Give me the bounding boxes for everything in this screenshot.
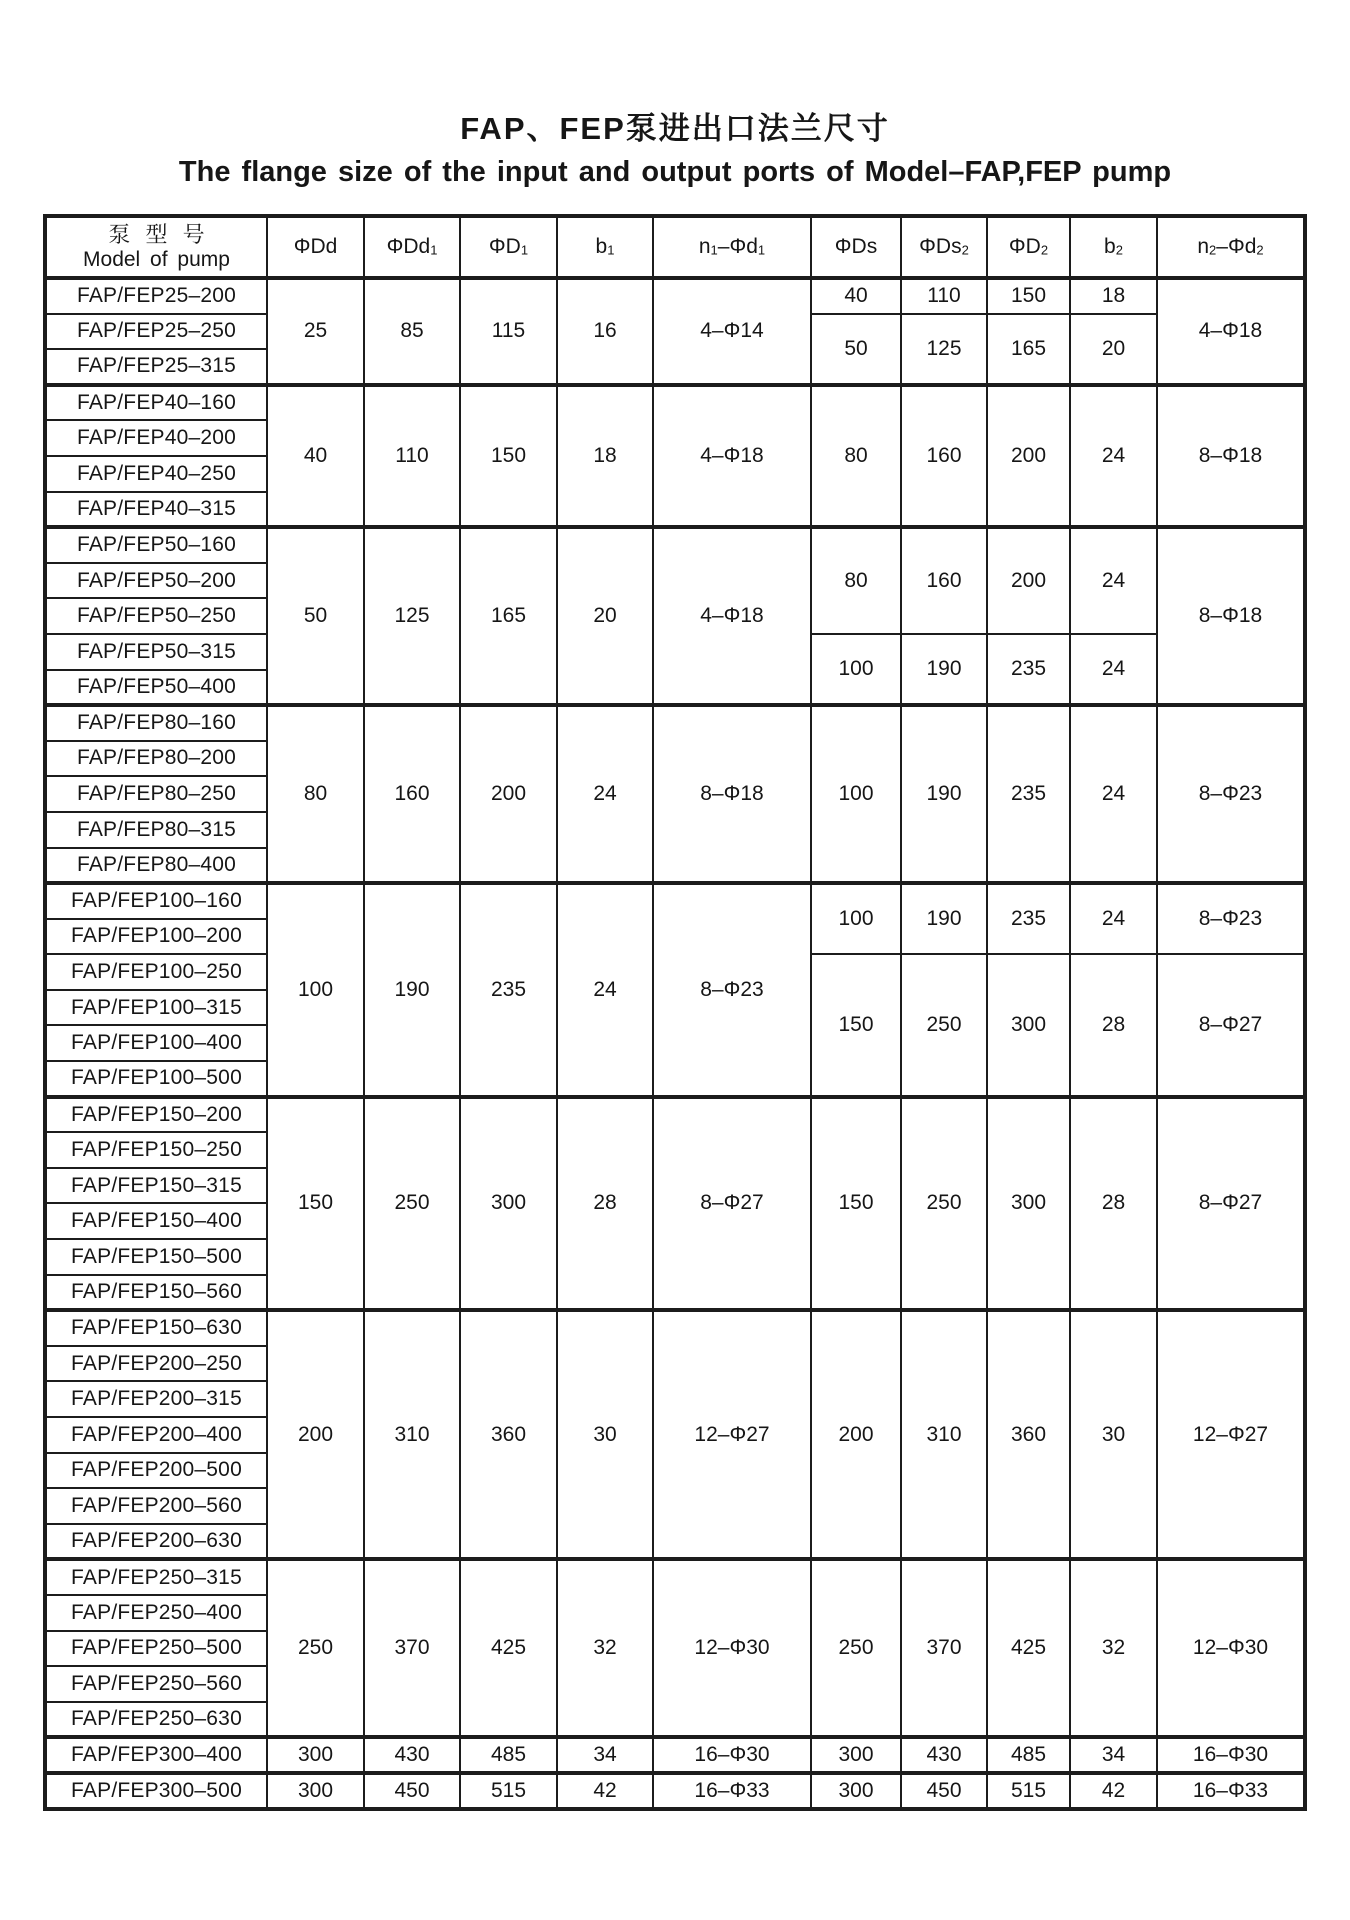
value-cell: 24 [1070, 705, 1157, 883]
model-cell: FAP/FEP150–250 [45, 1132, 267, 1168]
table-row [45, 385, 1305, 421]
value-cell: 235 [987, 883, 1070, 954]
header-col-dd: ΦDd [267, 216, 364, 278]
page-heading [0, 0, 1350, 192]
value-cell: 8–Φ27 [653, 1097, 811, 1311]
value-cell: 40 [267, 385, 364, 527]
page-title: FAP、FEP泵进出口法兰尺寸 [460, 111, 890, 146]
value-cell: 16–Φ33 [1157, 1773, 1305, 1809]
value-cell: 8–Φ27 [1157, 1097, 1305, 1311]
value-cell: 4–Φ14 [653, 278, 811, 385]
value-cell: 34 [1070, 1737, 1157, 1773]
value-cell: 150 [811, 954, 901, 1096]
table-row [45, 883, 1305, 919]
value-cell: 50 [811, 314, 901, 385]
model-cell: FAP/FEP150–400 [45, 1203, 267, 1239]
table-row [45, 278, 1305, 314]
value-cell: 24 [557, 883, 653, 1097]
value-cell: 40 [811, 278, 901, 314]
model-cell: FAP/FEP50–200 [45, 563, 267, 599]
value-cell: 20 [1070, 314, 1157, 385]
value-cell: 190 [901, 634, 987, 705]
model-cell: FAP/FEP25–200 [45, 278, 267, 314]
value-cell: 115 [460, 278, 557, 385]
header-col-d1: $\Phi D_1$ [460, 216, 557, 278]
value-cell: 16–Φ30 [1157, 1737, 1305, 1773]
table-row [45, 1097, 1305, 1133]
model-cell: FAP/FEP40–250 [45, 456, 267, 492]
value-cell: 24 [1070, 385, 1157, 527]
model-cell: FAP/FEP100–250 [45, 954, 267, 990]
value-cell: 150 [267, 1097, 364, 1311]
value-cell: 42 [1070, 1773, 1157, 1809]
model-cell: FAP/FEP80–250 [45, 776, 267, 812]
flange-size-table [43, 214, 1307, 1811]
value-cell: 110 [901, 278, 987, 314]
value-cell: 16–Φ30 [653, 1737, 811, 1773]
value-cell: 24 [1070, 634, 1157, 705]
value-cell: 24 [557, 705, 653, 883]
header-model-zh: 泵 型 号 [108, 222, 205, 247]
value-cell: 28 [557, 1097, 653, 1311]
value-cell: 300 [811, 1773, 901, 1809]
model-cell: FAP/FEP200–630 [45, 1524, 267, 1560]
value-cell: 85 [364, 278, 460, 385]
header-col-ds2: ΦDs$_2$ [901, 216, 987, 278]
value-cell: 310 [901, 1310, 987, 1559]
model-cell: FAP/FEP200–315 [45, 1381, 267, 1417]
value-cell: 80 [811, 527, 901, 634]
value-cell: 235 [987, 634, 1070, 705]
value-cell: 150 [460, 385, 557, 527]
value-cell: 485 [987, 1737, 1070, 1773]
value-cell: 24 [1070, 527, 1157, 634]
value-cell: 32 [1070, 1559, 1157, 1737]
table-row [45, 1737, 1305, 1773]
value-cell: 30 [1070, 1310, 1157, 1559]
table-row [45, 527, 1305, 563]
value-cell: 28 [1070, 954, 1157, 1096]
value-cell: 300 [987, 954, 1070, 1096]
value-cell: 515 [460, 1773, 557, 1809]
header-model-of-pump [45, 216, 267, 278]
header-col-b1: $b_1$ [557, 216, 653, 278]
model-cell: FAP/FEP50–400 [45, 670, 267, 706]
header-col-b2: $b_2$ [1070, 216, 1157, 278]
model-cell: FAP/FEP300–500 [45, 1773, 267, 1809]
value-cell: 190 [364, 883, 460, 1097]
value-cell: 235 [987, 705, 1070, 883]
header-col-ds: ΦDs [811, 216, 901, 278]
model-cell: FAP/FEP50–315 [45, 634, 267, 670]
value-cell: 24 [1070, 883, 1157, 954]
value-cell: 4–Φ18 [1157, 278, 1305, 385]
value-cell: 200 [267, 1310, 364, 1559]
value-cell: 190 [901, 883, 987, 954]
model-cell: FAP/FEP250–560 [45, 1666, 267, 1702]
value-cell: 370 [901, 1559, 987, 1737]
value-cell: 42 [557, 1773, 653, 1809]
value-cell: 430 [364, 1737, 460, 1773]
value-cell: 250 [364, 1097, 460, 1311]
value-cell: 150 [811, 1097, 901, 1311]
model-cell: FAP/FEP80–315 [45, 812, 267, 848]
value-cell: 300 [811, 1737, 901, 1773]
value-cell: 300 [267, 1737, 364, 1773]
model-cell: FAP/FEP100–160 [45, 883, 267, 919]
value-cell: 430 [901, 1737, 987, 1773]
value-cell: 165 [460, 527, 557, 705]
value-cell: 190 [901, 705, 987, 883]
value-cell: 28 [1070, 1097, 1157, 1311]
value-cell: 250 [901, 1097, 987, 1311]
value-cell: 8–Φ23 [1157, 705, 1305, 883]
model-cell: FAP/FEP300–400 [45, 1737, 267, 1773]
model-cell: FAP/FEP200–560 [45, 1488, 267, 1524]
value-cell: 8–Φ18 [653, 705, 811, 883]
value-cell: 235 [460, 883, 557, 1097]
value-cell: 100 [811, 705, 901, 883]
model-cell: FAP/FEP100–400 [45, 1025, 267, 1061]
value-cell: 12–Φ27 [1157, 1310, 1305, 1559]
model-cell: FAP/FEP40–160 [45, 385, 267, 421]
model-cell: FAP/FEP150–315 [45, 1168, 267, 1204]
value-cell: 160 [901, 385, 987, 527]
model-cell: FAP/FEP25–250 [45, 314, 267, 350]
value-cell: 200 [987, 527, 1070, 634]
value-cell: 8–Φ18 [1157, 385, 1305, 527]
header-col-n1d1: $n_1-\Phi d_1$ [653, 216, 811, 278]
value-cell: 110 [364, 385, 460, 527]
value-cell: 4–Φ18 [653, 527, 811, 705]
model-cell: FAP/FEP40–200 [45, 420, 267, 456]
model-cell: FAP/FEP200–250 [45, 1346, 267, 1382]
model-cell: FAP/FEP80–400 [45, 848, 267, 884]
value-cell: 8–Φ23 [653, 883, 811, 1097]
value-cell: 360 [987, 1310, 1070, 1559]
value-cell: 34 [557, 1737, 653, 1773]
header-col-dd1: ΦDd$_1$ [364, 216, 460, 278]
value-cell: 80 [267, 705, 364, 883]
value-cell: 485 [460, 1737, 557, 1773]
value-cell: 100 [811, 883, 901, 954]
model-cell: FAP/FEP150–200 [45, 1097, 267, 1133]
table-body [45, 278, 1305, 1809]
model-cell: FAP/FEP250–400 [45, 1595, 267, 1631]
table-row [45, 1559, 1305, 1595]
value-cell: 125 [901, 314, 987, 385]
value-cell: 300 [460, 1097, 557, 1311]
value-cell: 450 [901, 1773, 987, 1809]
model-cell: FAP/FEP250–500 [45, 1631, 267, 1667]
value-cell: 30 [557, 1310, 653, 1559]
header-col-d2: $\Phi D_2$ [987, 216, 1070, 278]
value-cell: 200 [811, 1310, 901, 1559]
value-cell: 32 [557, 1559, 653, 1737]
model-cell: FAP/FEP100–200 [45, 919, 267, 955]
value-cell: 25 [267, 278, 364, 385]
value-cell: 12–Φ30 [1157, 1559, 1305, 1737]
model-cell: FAP/FEP40–315 [45, 492, 267, 528]
model-cell: FAP/FEP50–160 [45, 527, 267, 563]
value-cell: 18 [557, 385, 653, 527]
value-cell: 18 [1070, 278, 1157, 314]
page-subtitle: The flange size of the input and output ports of Model–FAP,FEP pump [178, 156, 1172, 188]
model-cell: FAP/FEP25–315 [45, 349, 267, 385]
value-cell: 165 [987, 314, 1070, 385]
value-cell: 160 [364, 705, 460, 883]
value-cell: 12–Φ27 [653, 1310, 811, 1559]
model-cell: FAP/FEP200–500 [45, 1453, 267, 1489]
value-cell: 250 [901, 954, 987, 1096]
value-cell: 20 [557, 527, 653, 705]
value-cell: 100 [267, 883, 364, 1097]
value-cell: 300 [987, 1097, 1070, 1311]
header-col-n2d2: $n_2-\Phi d_2$ [1157, 216, 1305, 278]
model-cell: FAP/FEP80–200 [45, 741, 267, 777]
model-cell: FAP/FEP250–630 [45, 1702, 267, 1738]
value-cell: 370 [364, 1559, 460, 1737]
value-cell: 12–Φ30 [653, 1559, 811, 1737]
table-row [45, 1773, 1305, 1809]
value-cell: 425 [460, 1559, 557, 1737]
header-model-en: Model of pump [83, 248, 230, 271]
model-cell: FAP/FEP250–315 [45, 1559, 267, 1595]
model-cell: FAP/FEP50–250 [45, 598, 267, 634]
table-row [45, 705, 1305, 741]
value-cell: 200 [460, 705, 557, 883]
value-cell: 250 [811, 1559, 901, 1737]
model-cell: FAP/FEP80–160 [45, 705, 267, 741]
value-cell: 80 [811, 385, 901, 527]
model-cell: FAP/FEP200–400 [45, 1417, 267, 1453]
value-cell: 150 [987, 278, 1070, 314]
value-cell: 160 [901, 527, 987, 634]
value-cell: 4–Φ18 [653, 385, 811, 527]
value-cell: 50 [267, 527, 364, 705]
model-cell: FAP/FEP100–500 [45, 1061, 267, 1097]
header-row [45, 216, 1305, 278]
model-cell: FAP/FEP150–500 [45, 1239, 267, 1275]
value-cell: 360 [460, 1310, 557, 1559]
value-cell: 515 [987, 1773, 1070, 1809]
value-cell: 8–Φ18 [1157, 527, 1305, 705]
table-row [45, 1310, 1305, 1346]
value-cell: 16 [557, 278, 653, 385]
model-cell: FAP/FEP150–630 [45, 1310, 267, 1346]
value-cell: 425 [987, 1559, 1070, 1737]
value-cell: 310 [364, 1310, 460, 1559]
model-cell: FAP/FEP100–315 [45, 990, 267, 1026]
value-cell: 200 [987, 385, 1070, 527]
value-cell: 125 [364, 527, 460, 705]
value-cell: 8–Φ27 [1157, 954, 1305, 1096]
model-cell: FAP/FEP150–560 [45, 1275, 267, 1311]
value-cell: 100 [811, 634, 901, 705]
value-cell: 16–Φ33 [653, 1773, 811, 1809]
value-cell: 450 [364, 1773, 460, 1809]
value-cell: 8–Φ23 [1157, 883, 1305, 954]
value-cell: 300 [267, 1773, 364, 1809]
value-cell: 250 [267, 1559, 364, 1737]
